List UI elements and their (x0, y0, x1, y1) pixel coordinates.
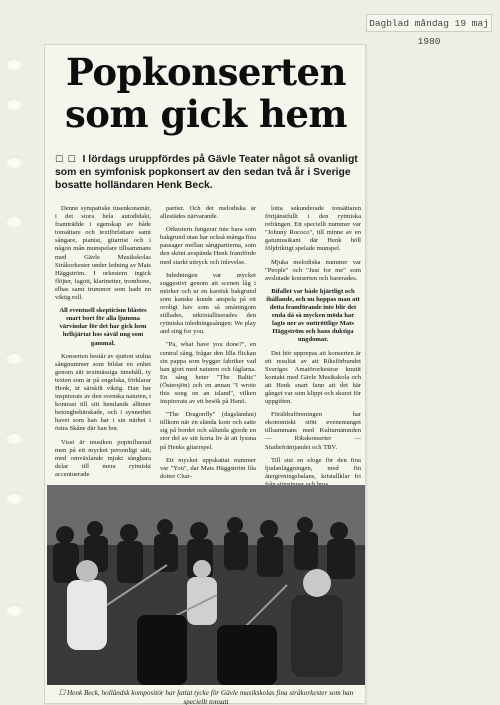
punch-hole (6, 604, 22, 616)
article-paragraph: Det hör upprepas att konserten är ett resultat av att Riksförbundet Sveriges Amatörorkestrar knutit kontakt med Gävle Musikskola och att Henk snart fann att det här gånget var som klippt och skuret för uppgiften. (265, 349, 361, 406)
article-paragraph: Mjuka melodiska nummer var "People" och "Just for me" som avslutade konserten och baserades. (265, 258, 361, 282)
article-paragraph: All eventuell skepticism blåstes snart bort för alla ljumma värvindar för det har gick hem helhjärtat hos såväl ung som gammal. (59, 307, 147, 347)
article-paragraph: Denne sympatiske tusenkonstnär, i det stora hela autodidakt, framträdde i egenskap av både tonsättare och textförfattare samt sångare, pianist, gitarrist och i någon mån munspelare tillsammans med Gävle Musikskolas Stråkorkester under ledning av Mats Häggström. I orkestern ingick flöjter, fagott, klarinetter, trombone, elbas samt trummor som hade en viktig roll. (55, 205, 151, 302)
article-paragraph: lotta sekunderade tonsättaren förtjänstfullt i den rytmiska refrängen. Ett speciellt nummer var "Johnny Rococo", till minne av en gatumusikant där Henk höll följdriktigt spelade munspel. (265, 205, 361, 253)
date-stamp: Dagblad måndag 19 maj 1980 (366, 14, 492, 32)
headline (45, 51, 367, 135)
article-paragraph: Konserten består av sjutton stulna sångnummer som bildar en enhet genom sitt textmässiga innehåll, ty texten som är på engelska, förklarar Henk, är särskilt viktig. Han har inspirerats av den svenska naturen, i kontrast till sitt hemlands alltmer betongbehärskade, och i synnerhet havet som han har i sin närhet i östra Skåne där han bor. (55, 352, 151, 433)
punch-hole (6, 215, 22, 227)
article-paragraph: Inledningen var mycket suggestivt genom att scenen låg i mörker och ur en kaotisk bakgrund som kanske kunde anspela på ett oroligt hav som så småningom stillades, utkristalliserades den rytmiska inledningssången: We play and sing for you. (160, 271, 256, 336)
punch-hole (6, 98, 22, 110)
article-paragraph: "The Dragonfly" (dagsländan) tillkom när en slända kom och satte sig på bordet och sålunda gjorde en stor del av sitt korta liv åt att lyssna på Henks gitarrspel. (160, 411, 256, 451)
article-paragraph: Till sist en eloge för den fina ljudanläggningen, med fin återgivningsbalans, kristallklar fri (265, 456, 361, 480)
orchestra-photo (47, 485, 365, 685)
newspaper-clipping (44, 44, 366, 704)
article-column-1 (55, 205, 151, 508)
article-paragraph: "Pa, what have you done?", en central sång, frågar den lilla flickan sin pappa som bygger fabriker vad han gjort med naturen och fåglarna. En sång heter "The Baltic" (Östersjön) och en annan "I wrote this song on an island", vilken inspirerats av ett besök på Hanö. (160, 341, 256, 406)
punch-hole (6, 352, 22, 364)
punch-hole (6, 492, 22, 504)
article-paragraph: Orkestern fungerar inte bara som bakgrund utan har också många fina passager mellan sångpartierna, som den skönt avspända Henk framförde med starkt uttryck och inlevelse. (160, 226, 256, 266)
article-paragraph: Föräldraföreningen har ekonomiskt stött evenemanget tillsammans med Kulturnämnden — Rikskonserter — Studiefrämjandet och TBV. (265, 411, 361, 451)
article-column-2 (160, 205, 256, 508)
punch-hole (6, 432, 22, 444)
punch-hole (6, 58, 22, 70)
photo-caption: ☐ Henk Beck, holländsk kompositör har fattat tycke för Gävle musikskolas fina stråkorkester som han speciellt tonsatt (58, 689, 354, 705)
lead-text: I lördags uruppfördes på Gävle Teater något så ovanligt som en symfonisk popkonsert av den sedan två år i Sverige bosatte holländaren Henk Beck. (55, 154, 358, 191)
article-paragraph: partier. Och det melodiska är allestädes närvarande. (160, 205, 256, 221)
headline-line-1: Popkonserten (66, 50, 346, 94)
lead-marker: ☐ ☐ (55, 154, 77, 164)
orchestra-photo-image (47, 485, 365, 685)
article-paragraph: Ett mycket uppskattat nummer var "You", dar Mats Häggström lila dotter Char- (160, 456, 256, 480)
article-paragraph: Bifallet var både hjärtligt och ihållande, och nu hoppas man att detta framförande inte blir det enda då så mycken möda har lagts ner av outtröttlige Mats Häggström och hans duktiga ungdomar. (266, 287, 360, 344)
punch-hole (6, 156, 22, 168)
lead-paragraph (55, 153, 361, 192)
article-column-3 (265, 205, 361, 508)
headline-line-2: som gick hem (64, 92, 348, 136)
article-paragraph: Visst är musiken popinfluerad men på ett mycket personligt sätt, med omväxlande mjukt sångbara delar till mera rytmiskt accentuerade (55, 438, 151, 478)
binder-holes (6, 0, 24, 705)
article-columns (55, 205, 361, 508)
